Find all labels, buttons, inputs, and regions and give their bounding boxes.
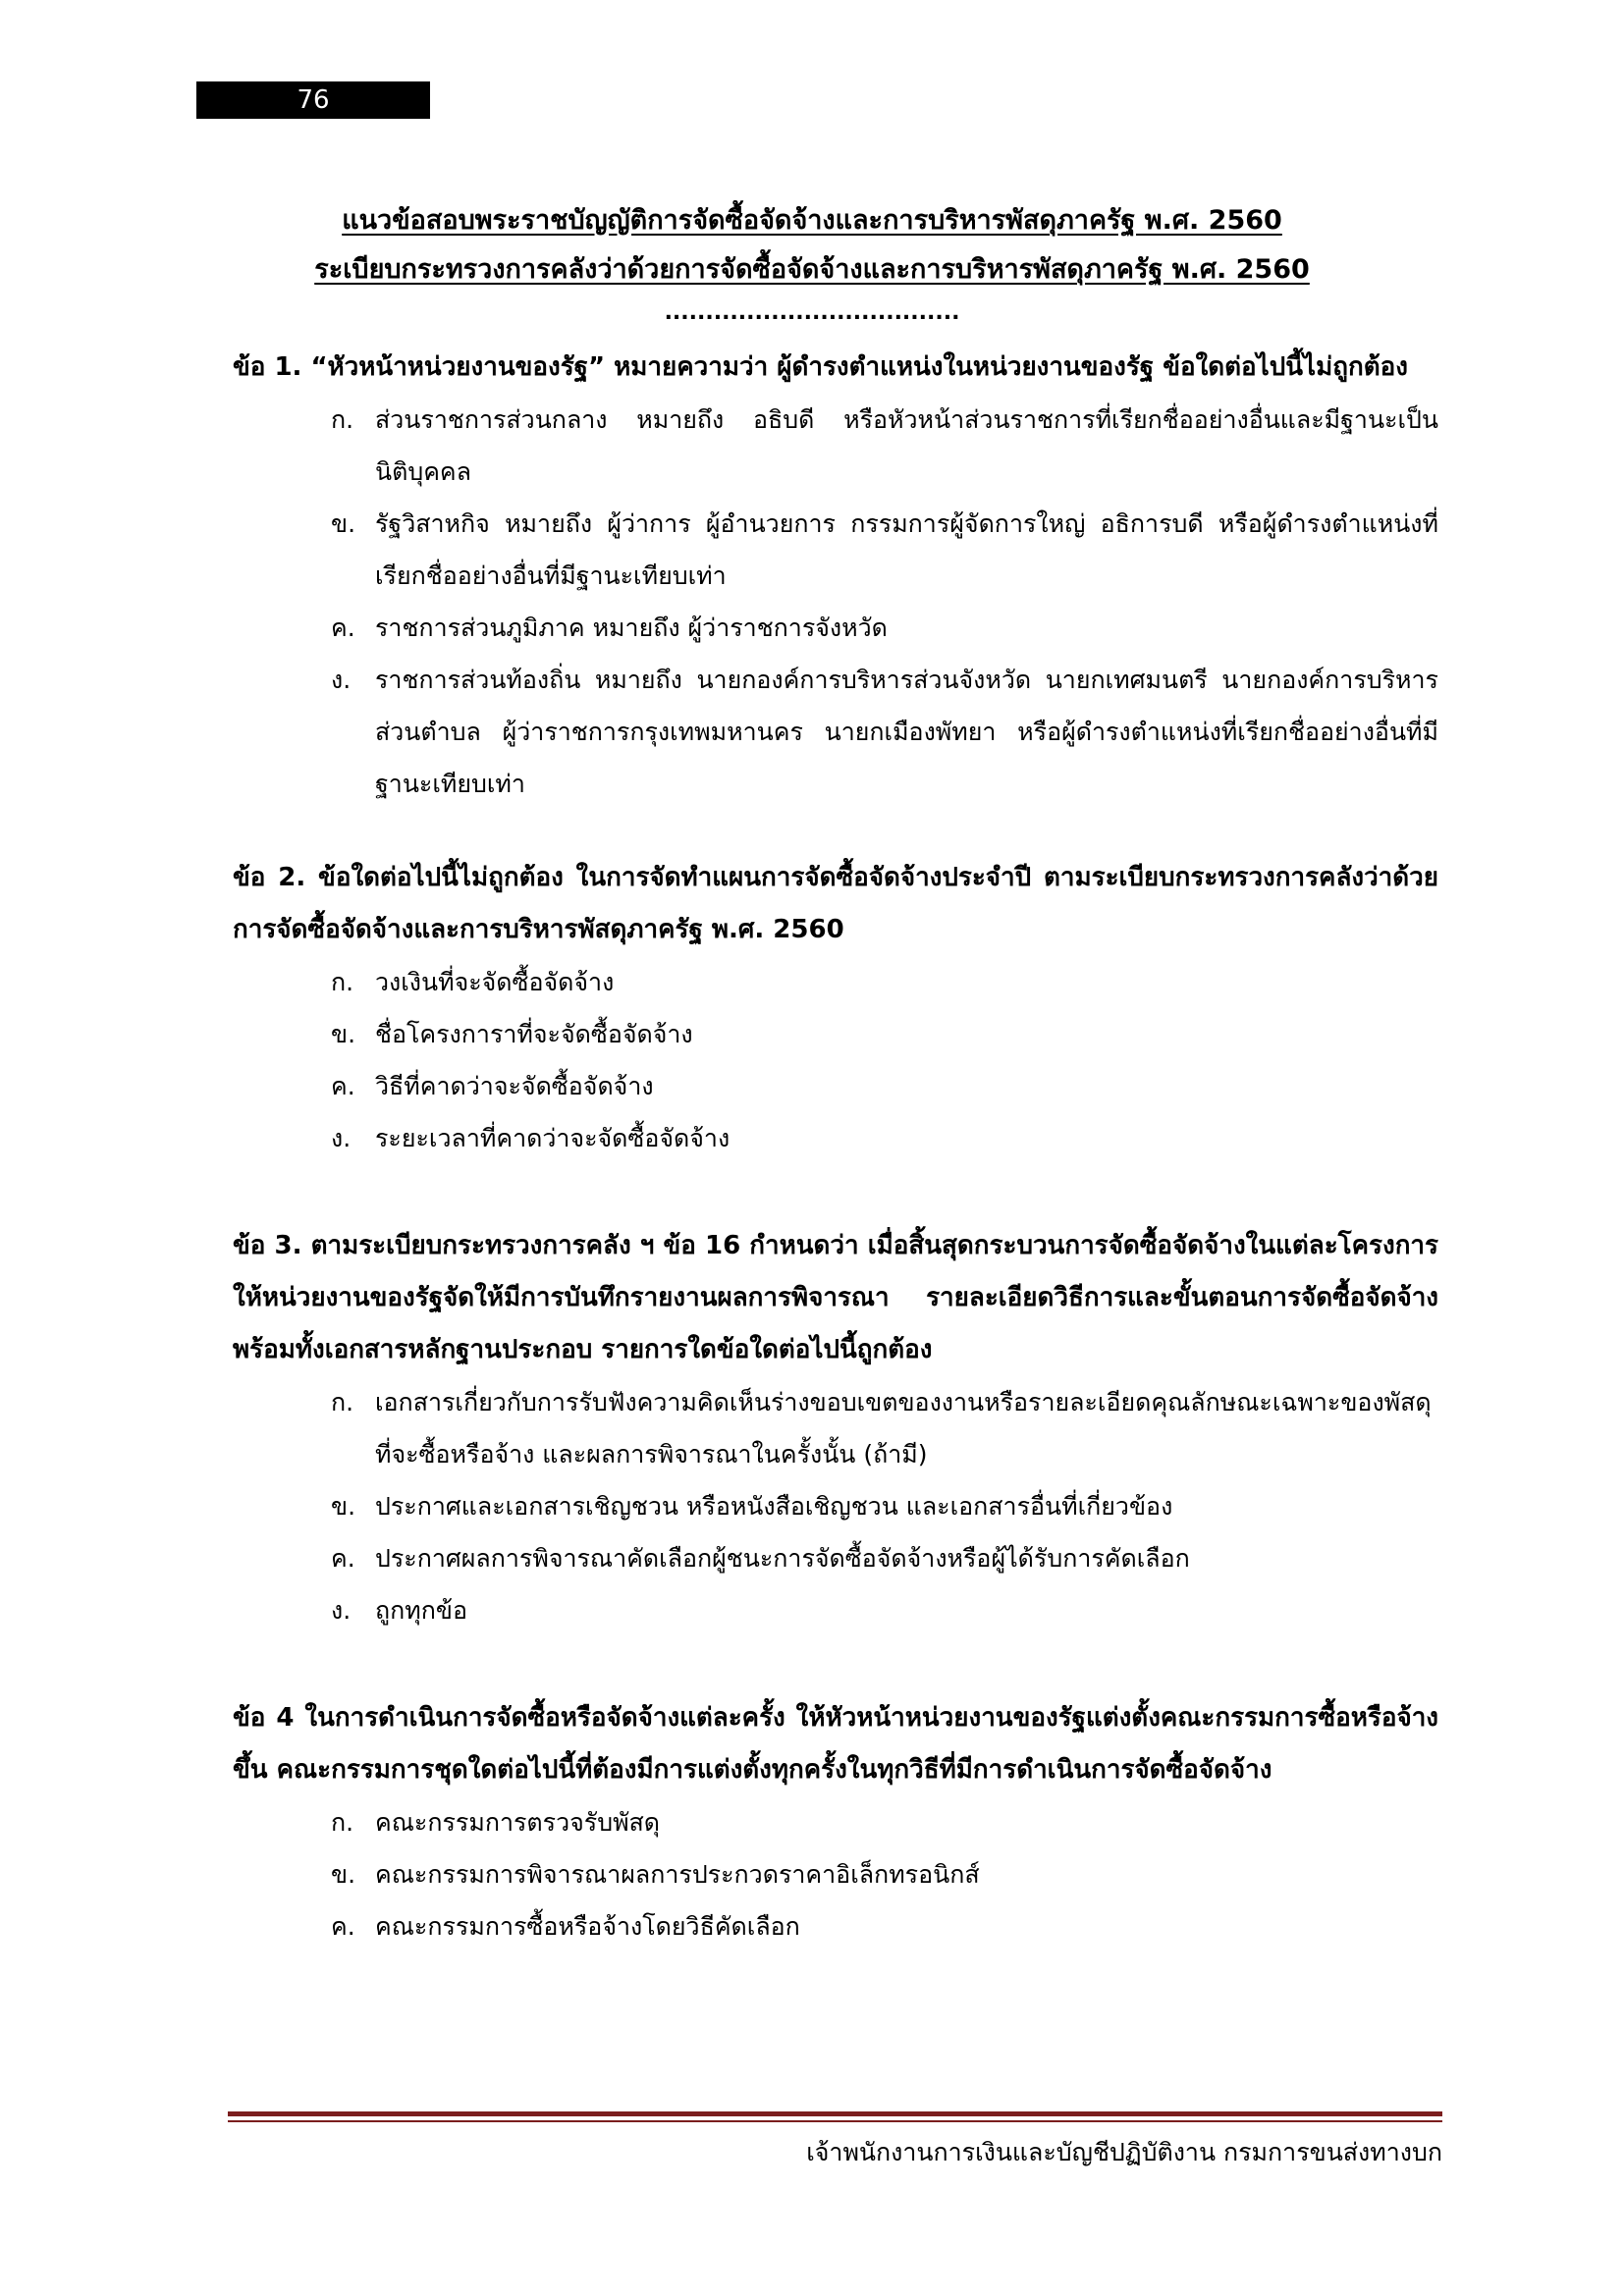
- choice-item: [233, 394, 1438, 498]
- choice-item: [233, 1008, 1438, 1060]
- footer-divider-thin: [228, 2120, 1442, 2122]
- choice-list: [233, 1796, 1438, 1952]
- choice-letter: ค.: [331, 614, 355, 642]
- question-2: [233, 852, 1438, 1164]
- question-4: [233, 1692, 1438, 1952]
- choice-letter: ค.: [331, 1544, 355, 1573]
- choice-text: ประกาศและเอกสารเชิญชวน หรือหนังสือเชิญชวน และเอกสารอื่นที่เกี่ยวข้อง: [375, 1492, 1173, 1521]
- choice-text: ราชการส่วนท้องถิ่น หมายถึง นายกองค์การบริหารส่วนจังหวัด นายกเทศมนตรี นายกองค์การบริหารส่วนตำบล ผู้ว่าราชการกรุงเทพมหานคร นายกเมืองพัทยา หรือผู้ดำรงตำแหน่งที่เรียกชื่ออย่างอื่นที่มีฐานะเทียบเท่า: [375, 666, 1438, 798]
- choice-item: [233, 602, 1438, 654]
- choice-text: รัฐวิสาหกิจ หมายถึง ผู้ว่าการ ผู้อำนวยการ กรรมการผู้จัดการใหญ่ อธิการบดี หรือผู้ดำรงตำแหน่งที่เรียกชื่ออย่างอื่นที่มีฐานะเทียบเท่า: [375, 509, 1438, 590]
- choice-letter: ข.: [331, 1860, 356, 1889]
- question-text: ข้อ 2. ข้อใดต่อไปนี้ไม่ถูกต้อง ในการจัดทำแผนการจัดซื้อจัดจ้างประจำปี ตามระเบียบกระทรวงการคลังว่าด้วยการจัดซื้อจัดจ้างและการบริหารพัสดุภาครัฐ พ.ศ. 2560: [233, 863, 1438, 944]
- choice-text: วงเงินที่จะจัดซื้อจัดจ้าง: [375, 968, 615, 996]
- choice-letter: ง.: [331, 666, 352, 694]
- choice-item: [233, 1060, 1438, 1112]
- choice-item: [233, 1376, 1438, 1480]
- choice-letter: ข.: [331, 1492, 356, 1521]
- choice-text: คณะกรรมการตรวจรับพัสดุ: [375, 1808, 661, 1837]
- choice-text: ระยะเวลาที่คาดว่าจะจัดซื้อจัดจ้าง: [375, 1124, 731, 1152]
- choice-text: วิธีที่คาดว่าจะจัดซื้อจัดจ้าง: [375, 1072, 654, 1100]
- choice-letter: ข.: [331, 509, 356, 538]
- choice-item: [233, 1112, 1438, 1164]
- title-line-1: แนวข้อสอบพระราชบัญญัติการจัดซื้อจัดจ้างและการบริหารพัสดุภาครัฐ พ.ศ. 2560: [342, 205, 1282, 236]
- choice-text: คณะกรรมการพิจารณาผลการประกวดราคาอิเล็กทรอนิกส์: [375, 1860, 980, 1889]
- question-3: [233, 1220, 1438, 1636]
- dotted-separator: ....................................: [664, 300, 960, 325]
- choice-letter: ข.: [331, 1020, 356, 1048]
- choice-item: [233, 956, 1438, 1008]
- choice-list: [233, 1376, 1438, 1636]
- choice-item: [233, 1848, 1438, 1900]
- choice-letter: ง.: [331, 1596, 352, 1625]
- footer-divider: [228, 2111, 1442, 2116]
- page-number: 76: [196, 81, 430, 119]
- question-text: ข้อ 3. ตามระเบียบกระทรวงการคลัง ฯ ข้อ 16 กำหนดว่า เมื่อสิ้นสุดกระบวนการจัดซื้อจัดจ้างในแต่ละโครงการ ให้หน่วยงานของรัฐจัดให้มีการบันทึกรายงานผลการพิจารณา รายละเอียดวิธีการและขั้นตอนการจัดซื้อจัดจ้างพร้อมทั้งเอกสารหลักฐานประกอบ รายการใดข้อใดต่อไปนี้ถูกต้อง: [233, 1231, 1438, 1364]
- choice-text: คณะกรรมการซื้อหรือจ้างโดยวิธีคัดเลือก: [375, 1912, 800, 1941]
- question-text: ข้อ 1. “หัวหน้าหน่วยงานของรัฐ” หมายความว่า ผู้ดำรงตำแหน่งในหน่วยงานของรัฐ ข้อใดต่อไปนี้ไม่ถูกต้อง: [233, 352, 1408, 382]
- choice-text: ถูกทุกข้อ: [375, 1596, 467, 1625]
- choice-text: ชื่อโครงการาที่จะจัดซื้อจัดจ้าง: [375, 1020, 693, 1048]
- choice-letter: ง.: [331, 1124, 352, 1152]
- title-line-2: ระเบียบกระทรวงการคลังว่าด้วยการจัดซื้อจัดจ้างและการบริหารพัสดุภาครัฐ พ.ศ. 2560: [314, 254, 1310, 285]
- choice-item: [233, 1532, 1438, 1584]
- choice-item: [233, 1480, 1438, 1532]
- choice-letter: ก.: [331, 1388, 354, 1416]
- choice-letter: ค.: [331, 1072, 355, 1100]
- choice-item: [233, 654, 1438, 810]
- choice-letter: ค.: [331, 1912, 355, 1941]
- choice-text: ราชการส่วนภูมิภาค หมายถึง ผู้ว่าราชการจังหวัด: [375, 614, 888, 642]
- question-1: [233, 342, 1438, 810]
- choice-letter: ก.: [331, 405, 354, 434]
- choice-item: [233, 498, 1438, 602]
- choice-item: [233, 1584, 1438, 1636]
- document-header: [0, 196, 1624, 328]
- choice-item: [233, 1900, 1438, 1952]
- choice-text: เอกสารเกี่ยวกับการรับฟังความคิดเห็นร่างขอบเขตของงานหรือรายละเอียดคุณลักษณะเฉพาะของพัสดุที่จะซื้อหรือจ้าง และผลการพิจารณาในครั้งนั้น (ถ้ามี): [375, 1388, 1432, 1468]
- footer-text: เจ้าพนักงานการเงินและบัญชีปฏิบัติงาน กรมการขนส่งทางบก: [806, 2138, 1442, 2166]
- choice-text: ประกาศผลการพิจารณาคัดเลือกผู้ชนะการจัดซื้อจัดจ้างหรือผู้ได้รับการคัดเลือก: [375, 1544, 1190, 1573]
- choice-letter: ก.: [331, 1808, 354, 1837]
- question-text: ข้อ 4 ในการดำเนินการจัดซื้อหรือจัดจ้างแต่ละครั้ง ให้หัวหน้าหน่วยงานของรัฐแต่งตั้งคณะกรรมการซื้อหรือจ้างขึ้น คณะกรรมการชุดใดต่อไปนี้ที่ต้องมีการแต่งตั้งทุกครั้งในทุกวิธีที่มีการดำเนินการจัดซื้อจัดจ้าง: [233, 1703, 1438, 1785]
- choice-letter: ก.: [331, 968, 354, 996]
- choice-text: ส่วนราชการส่วนกลาง หมายถึง อธิบดี หรือหัวหน้าส่วนราชการที่เรียกชื่ออย่างอื่นและมีฐานะเป็นนิติบุคคล: [375, 405, 1438, 486]
- choice-item: [233, 1796, 1438, 1848]
- choice-list: [233, 956, 1438, 1164]
- question-list: [233, 342, 1438, 1952]
- choice-list: [233, 394, 1438, 810]
